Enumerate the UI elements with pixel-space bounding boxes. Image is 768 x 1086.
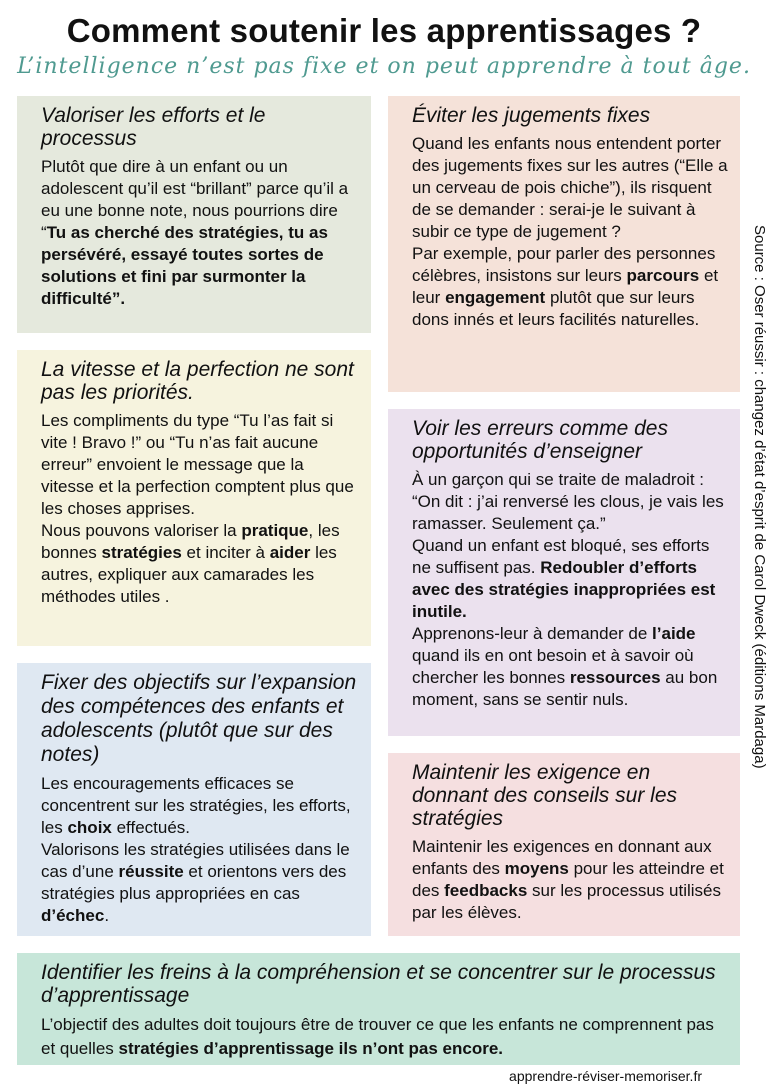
bold-text: stratégies bbox=[101, 543, 182, 562]
bold-text: l’aide bbox=[652, 624, 696, 643]
card-title: Maintenir les exigence en donnant des conseils sur les stratégies bbox=[412, 761, 677, 830]
paragraph bbox=[412, 836, 730, 924]
text-run: pour les atteindre et des bbox=[412, 859, 724, 900]
bold-text: ”. bbox=[111, 289, 126, 308]
text-run: Nous pouvons valoriser la bbox=[41, 521, 242, 540]
text-run: Les encouragements efficaces se concentrent sur les stratégies, les efforts, les bbox=[41, 774, 351, 837]
bold-text: Tu as cherché des stratégies, tu as persévéré, essayé toutes sortes de solutions et fini par surmonter la difficulté bbox=[41, 223, 328, 308]
text-run: Maintenir les exigences en donnant aux enfants des bbox=[412, 837, 712, 878]
card-maintenir-exigence bbox=[388, 753, 740, 936]
card-eviter-jugements bbox=[388, 96, 740, 392]
card-body bbox=[412, 836, 730, 924]
text-run: , les bonnes bbox=[41, 521, 340, 562]
text-run: Apprenons-leur à demander de bbox=[412, 624, 653, 643]
card-body bbox=[412, 469, 730, 711]
text-run: et orientons vers des stratégies plus appropriées en cas bbox=[41, 862, 347, 903]
text-run: et leur bbox=[412, 266, 719, 307]
text-run: Quand un enfant est bloqué, ses efforts ne suffisent pas. bbox=[412, 536, 710, 577]
paragraph bbox=[41, 410, 361, 520]
text-run: Plutôt que dire à un enfant ou un adolescent qu’il est “brillant” parce qu’il a eu une bonne note, nous pourrions dire “ bbox=[41, 157, 349, 242]
card-title: Identifier les freins à la compréhension et se concentrer sur le processus d’apprentissage bbox=[41, 961, 716, 1007]
card-title: Fixer des objectifs sur l’expansion des compétences des enfants et adolescents (plutôt que sur des notes) bbox=[41, 671, 357, 766]
bold-text: Redoubler d’efforts avec des stratégies inappropriées est inutile. bbox=[412, 558, 716, 621]
paragraph bbox=[412, 535, 730, 623]
page-title: Comment soutenir les apprentissages ? bbox=[66, 12, 702, 49]
text-run: Les compliments du type “Tu l’as fait si vite ! Bravo !” ou “Tu n’as fait aucune erreur” envoient le message que la vitesse et la perfection comptent plus que les choses apprises. bbox=[41, 411, 354, 518]
card-title: Voir les erreurs comme des opportunités d’enseigner bbox=[412, 417, 668, 463]
card-fixer-objectifs bbox=[17, 663, 371, 936]
text-run: Valorisons les stratégies utilisées dans le cas d’une bbox=[41, 840, 350, 881]
paragraph bbox=[412, 623, 730, 711]
paragraph bbox=[41, 839, 361, 927]
bold-text: choix bbox=[67, 818, 112, 837]
text-run: sur les processus utilisés par les élèves. bbox=[412, 881, 721, 922]
card-vitesse-perfection bbox=[17, 350, 371, 646]
bold-text: engagement bbox=[445, 288, 546, 307]
paragraph bbox=[412, 469, 730, 535]
text-run: effectués. bbox=[111, 818, 191, 837]
text-run: quand ils en ont besoin et à savoir où chercher les bonnes bbox=[412, 646, 694, 687]
page-subtitle: L’intelligence n’est pas fixe et on peut apprendre à tout âge. bbox=[17, 54, 751, 79]
text-run: . bbox=[104, 906, 110, 925]
text-run: et inciter à bbox=[181, 543, 270, 562]
card-identifier-freins bbox=[17, 953, 740, 1065]
footer-website: apprendre-réviser-memoriser.fr bbox=[509, 1068, 702, 1084]
card-valoriser-efforts bbox=[17, 96, 371, 333]
card-title: La vitesse et la perfection ne sont pas les priorités. bbox=[41, 358, 354, 404]
text-run: Par exemple, pour parler des personnes célèbres, insistons sur leurs bbox=[412, 244, 716, 285]
bold-text: parcours bbox=[626, 266, 700, 285]
card-body bbox=[41, 156, 361, 310]
text-run: L’objectif des adultes doit toujours être de trouver ce que les enfants ne comprennent pas et quelles bbox=[41, 1015, 714, 1058]
bold-text: d’échec bbox=[41, 906, 105, 925]
bold-text: ressources bbox=[569, 668, 661, 687]
card-body bbox=[41, 1013, 730, 1061]
text-run: plutôt que sur leurs dons innés et leurs facilités naturelles. bbox=[412, 288, 700, 329]
bold-text: aider bbox=[269, 543, 311, 562]
paragraph bbox=[41, 156, 361, 310]
text-run: À un garçon qui se traite de maladroit : “On dit : j’ai renversé les clous, je vais les ramasser. Seulement ça.” bbox=[412, 470, 724, 533]
card-title: Valoriser les efforts et le processus bbox=[41, 104, 266, 150]
text-run: Quand les enfants nous entendent porter des jugements fixes sur les autres (“Elle a un cerveau de pois chiche”), ils risquent de se demander : serai-je le suivant à subir ce type de jugement ? bbox=[412, 134, 728, 241]
text-run: au bon moment, sans se sentir nuls. bbox=[412, 668, 718, 709]
paragraph bbox=[41, 1013, 730, 1061]
text-run: les autres, expliquer aux camarades les méthodes utiles . bbox=[41, 543, 337, 606]
card-body bbox=[41, 773, 361, 927]
bold-text: réussite bbox=[118, 862, 184, 881]
source-credit: Source : Oser réussir : changez d’état d’esprit de Carol Dweck (éditions Mardaga) bbox=[751, 225, 768, 769]
paragraph bbox=[41, 520, 361, 608]
bold-text: moyens bbox=[504, 859, 569, 878]
bold-text: stratégies d’apprentissage ils n’ont pas encore. bbox=[118, 1039, 504, 1058]
card-title: Éviter les jugements fixes bbox=[412, 104, 651, 127]
bold-text: feedbacks bbox=[444, 881, 528, 900]
paragraph bbox=[412, 243, 730, 331]
paragraph bbox=[41, 773, 361, 839]
card-body bbox=[412, 133, 730, 331]
card-voir-erreurs bbox=[388, 409, 740, 736]
paragraph bbox=[412, 133, 730, 243]
bold-text: pratique bbox=[241, 521, 309, 540]
card-body bbox=[41, 410, 361, 608]
